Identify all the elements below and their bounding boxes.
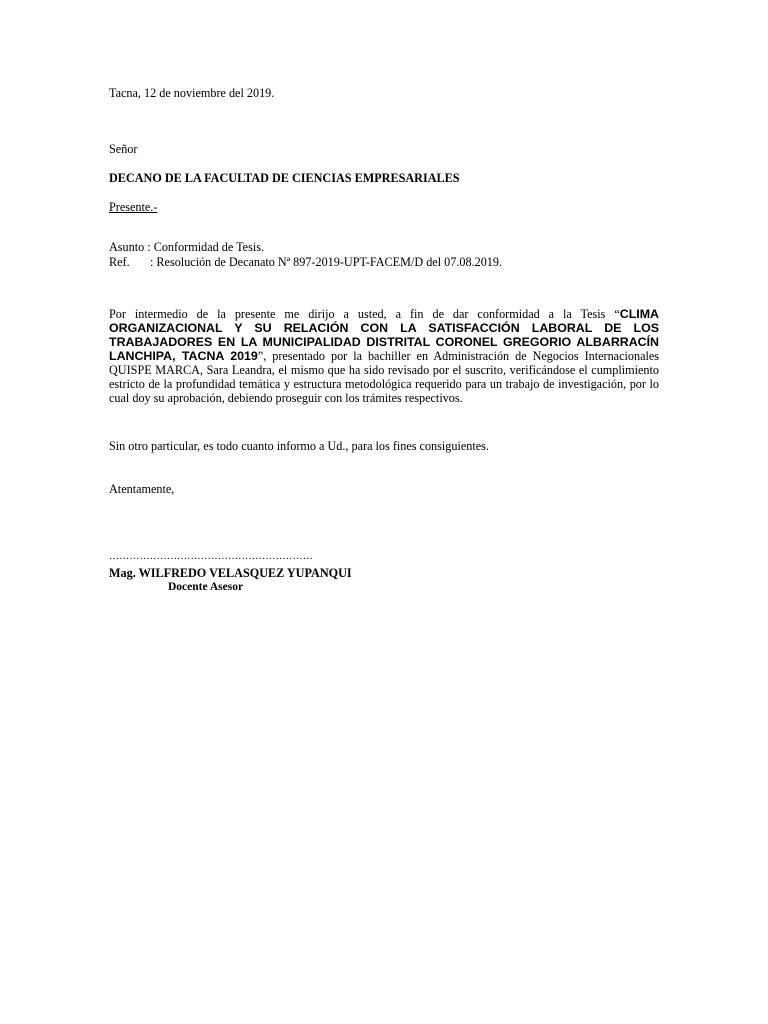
signer-name: Mag. WILFREDO VELASQUEZ YUPANQUI xyxy=(109,566,352,580)
body-intro: Por intermedio de la presente me dirijo a usted, a fin de dar conformidad a la Tesis “ xyxy=(109,307,620,321)
ref-label: Ref. xyxy=(109,255,130,269)
signature-line: …………………………………………………… xyxy=(109,551,313,562)
salutation: Señor xyxy=(109,142,138,156)
asunto-label: Asunto : xyxy=(109,240,151,254)
closing: Atentamente, xyxy=(109,482,175,496)
asunto-line xyxy=(109,240,264,254)
ref-line xyxy=(109,255,502,269)
recipient: DECANO DE LA FACULTAD DE CIENCIAS EMPRESARIALES xyxy=(109,171,460,185)
thesis-title: CLIMA ORGANIZACIONAL Y SU RELACIÓN CON LA SATISFACCIÓN LABORAL DE LOS TRABAJADORES EN LA MUNICIPALIDAD DISTRITAL CORONEL GREGORIO ALBARRACÍN LANCHIPA, TACNA 2019 xyxy=(109,307,659,363)
date-line: Tacna, 12 de noviembre del 2019. xyxy=(109,86,275,100)
body-paragraph xyxy=(109,307,659,405)
signer-role: Docente Asesor xyxy=(168,581,244,593)
asunto-value: Conformidad de Tesis. xyxy=(153,240,264,254)
presente-line: Presente.- xyxy=(109,200,158,214)
body-rest: ”, presentado por la bachiller en Administración de Negocios Internacionales QUISPE MARCA, Sara Leandra, el mismo que ha sido revisado por el suscrito, verificándose el cumplimiento estricto de la profundidad temática y estructura metodológica requerido para un trabajo de investigación, por lo cual doy su aprobación, debiendo proseguir con los trámites respectivos. xyxy=(109,349,660,405)
ref-value: : Resolución de Decanato Nª 897-2019-UPT-FACEM/D del 07.08.2019. xyxy=(150,255,503,269)
closing-paragraph: Sin otro particular, es todo cuanto informo a Ud., para los fines consiguientes. xyxy=(109,439,489,453)
